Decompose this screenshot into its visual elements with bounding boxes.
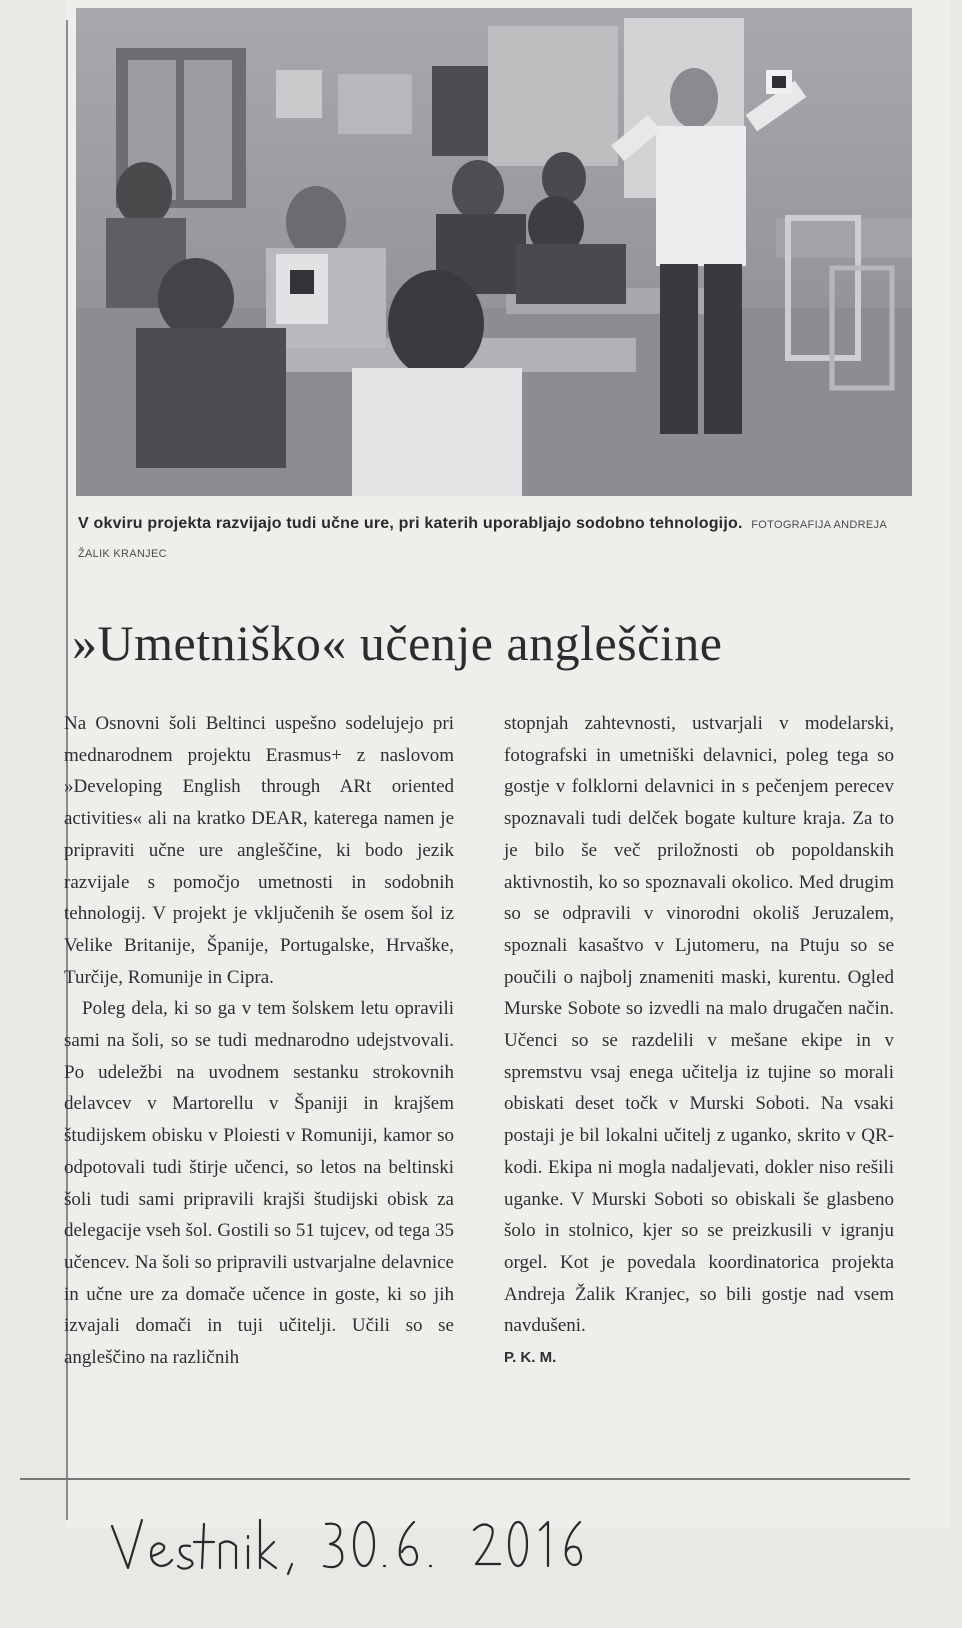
- photo-caption: [78, 510, 908, 568]
- photo-credit: FOTOGRAFIJA ANDREJA ŽALIK KRANJEC: [78, 519, 887, 560]
- handwritten-source-note: [108, 1502, 588, 1582]
- divider: [20, 1478, 910, 1480]
- article-paragraph: stopnjah zahtevnosti, ustvarjali v modelarski, fotografski in umetniški delavnici, poleg tega so gostje v folklorni delavnici in s pečenjem perecev spoznavali tudi delček bogate kulture kraja. Za to je bilo še več priložnosti ob popoldanskih aktivnostih, ko so spoznavali okolico. Med drugim so se odpravili v vinorodni okoliš Jeruzalem, spoznali kasaštvo v Ljutomeru, na Ptuju so se poučili o najbolj znameniti maski, kurentu. Ogled Murske Sobote so izvedli na malo drugačen način. Učenci so se razdelili v mešane ekipe in v spremstvu vsaj enega učitelja iz tujine so morali obiskati deset točk v Murski Soboti. Na vsaki postaji je bil lokalni učitelj z uganko, skrito v QR-kodi. Ekipa ni mogla nadaljevati, dokler niso rešili uganke. V Murski Soboti so obiskali še glasbeno šolo in stolnico, kjer so se preizkusili v igranju orgel. Kot je povedala koordinatorica projekta Andreja Žalik Kranjec, so bili gostje nad vsem navdušeni.: [504, 713, 894, 1337]
- author-byline: P. K. M.: [504, 1349, 557, 1367]
- article-paragraph: Poleg dela, ki so ga v tem šolskem letu opravili sami na šoli, so se tudi mednarodno udejstvovali. Po udeležbi na uvodnem sestanku strokovnih delavcev v Martorellu v Španiji in krajšem študijskem obisku v Ploiesti v Romuniji, kamor so odpotovali tudi štirje učenci, so letos na beltinski šoli tudi sami pripravili krajši študijski obisk za delegacije vseh šol. Gostili so 51 tujcev, od tega 35 učencev. Na šoli so pripravili ustvarjalne delavnice in učne ure za domače učence in goste, ki so jih izvajali domači in tuji učitelji. Učili so se angleščino na različnih: [64, 998, 454, 1369]
- classroom-photo: [76, 8, 912, 496]
- caption-text: V okviru projekta razvijajo tudi učne ure, pri katerih uporabljajo sodobno tehnologijo.: [78, 515, 743, 532]
- article-paragraph: Na Osnovni šoli Beltinci uspešno sodelujejo pri mednarodnem projektu Erasmus+ z naslovom »Developing English through ARt oriented activities« ali na kratko DEAR, katerega namen je pripraviti učne ure angleščine, ki bodo jezik razvijale s pomočjo umetnosti in sodobnih tehnologij. V projekt je vključenih še osem šol iz Velike Britanije, Španije, Portugalske, Hrvaške, Turčije, Romunije in Cipra.: [64, 713, 454, 988]
- article-column-right: [504, 708, 894, 1374]
- article-column-left: [64, 708, 454, 1374]
- article-headline: »Umetniško« učenje angleščine: [72, 615, 723, 671]
- article-body: [64, 708, 906, 1508]
- classroom-photo-drawing: [76, 8, 912, 496]
